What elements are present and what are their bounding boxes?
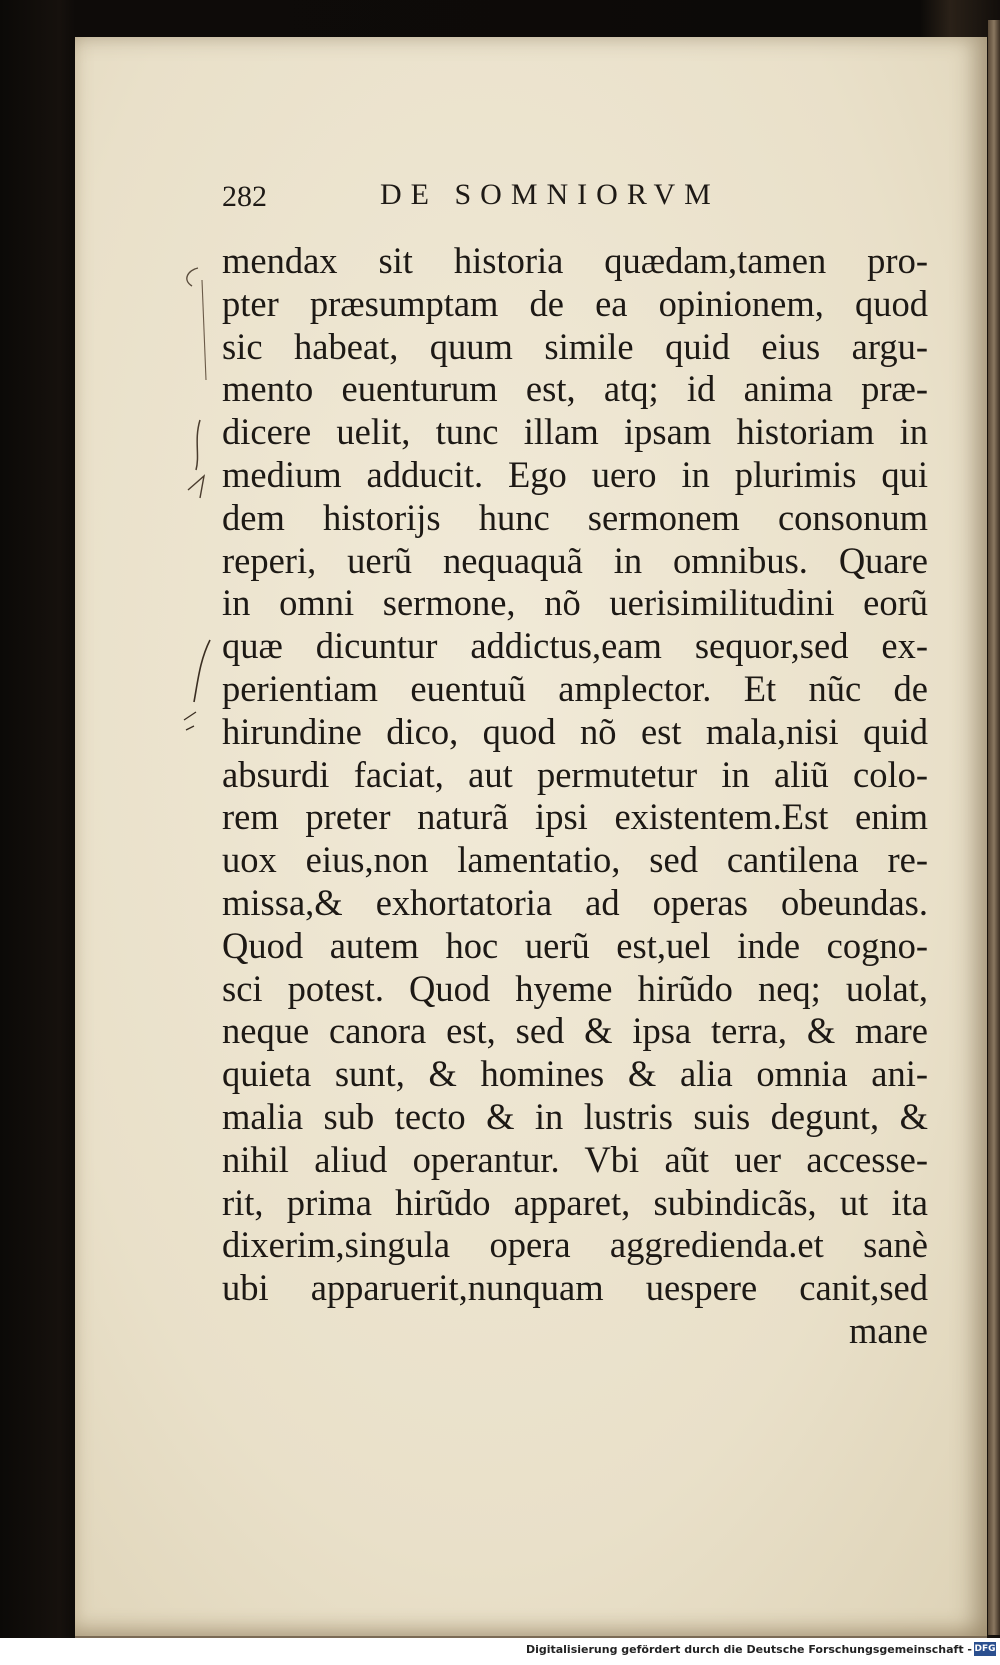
text-line: neque canora est, sed & ipsa terra, & mare — [222, 1010, 928, 1052]
page-header — [0, 180, 1000, 220]
text-line: sci potest. Quod hyeme hirũdo neq; uolat, — [222, 967, 928, 1009]
text-line: quieta sunt, & homines & alia omnia ani- — [222, 1053, 928, 1095]
text-line: absurdi faciat, aut permutetur in aliũ colo- — [222, 753, 928, 795]
text-line: rit, prima hirũdo apparet, subindicãs, ut ita — [222, 1181, 928, 1223]
text-line: nihil aliud operantur. Vbi aũt uer accesse- — [222, 1138, 928, 1180]
text-line: reperi, uerũ nequaquã in omnibus. Quare — [222, 539, 928, 581]
text-line: in omni sermone, nõ uerisimilitudini eorũ — [222, 582, 928, 624]
catchword: mane — [848, 1309, 928, 1351]
digitization-credit: Digitalisierung gefördert durch die Deutsche Forschungsgemeinschaft - — [525, 1643, 972, 1656]
text-line: quæ dicuntur addictus,eam sequor,sed ex- — [222, 625, 928, 667]
text-line: dem historijs hunc sermonem consonum — [222, 496, 928, 538]
text-line: hirundine dico, quod nõ est mala,nisi quid — [222, 710, 928, 752]
dfg-logo: DFG — [974, 1644, 996, 1654]
text-line: medium adducit. Ego uero in plurimis qui — [222, 453, 928, 495]
text-line: ubi apparuerit,nunquam uespere canit,sed — [222, 1267, 928, 1309]
text-line: perientiam euentuũ amplector. Et nũc de — [222, 667, 928, 709]
running-head: DE SOMNIORVM — [380, 178, 720, 211]
text-line: pter præsumptam de ea opinionem, quod — [222, 282, 928, 324]
text-line: uox eius,non lamentatio, sed cantilena re- — [222, 839, 928, 881]
text-line: Quod autem hoc uerũ est,uel inde cogno- — [222, 924, 928, 966]
text-line: rem preter naturã ipsi existentem.Est enim — [222, 796, 928, 838]
text-line: missa,& exhortatoria ad operas obeundas. — [222, 881, 928, 923]
text-line: dixerim,singula opera aggredienda.et sanè — [222, 1224, 928, 1266]
text-line: mento euenturum est, atq; id anima præ- — [222, 368, 928, 410]
text-line: malia sub tecto & in lustris suis degunt, & — [222, 1095, 928, 1137]
text-line: dicere uelit, tunc illam ipsam historiam in — [222, 411, 928, 453]
text-line: mendax sit historia quædam,tamen pro- — [222, 240, 928, 281]
text-line: sic habeat, quum simile quid eius argu- — [222, 325, 928, 367]
book-page-edge — [988, 20, 1000, 1635]
handwritten-margin-marks — [170, 240, 230, 760]
page-number: 282 — [222, 180, 267, 213]
body-text — [222, 240, 928, 1353]
